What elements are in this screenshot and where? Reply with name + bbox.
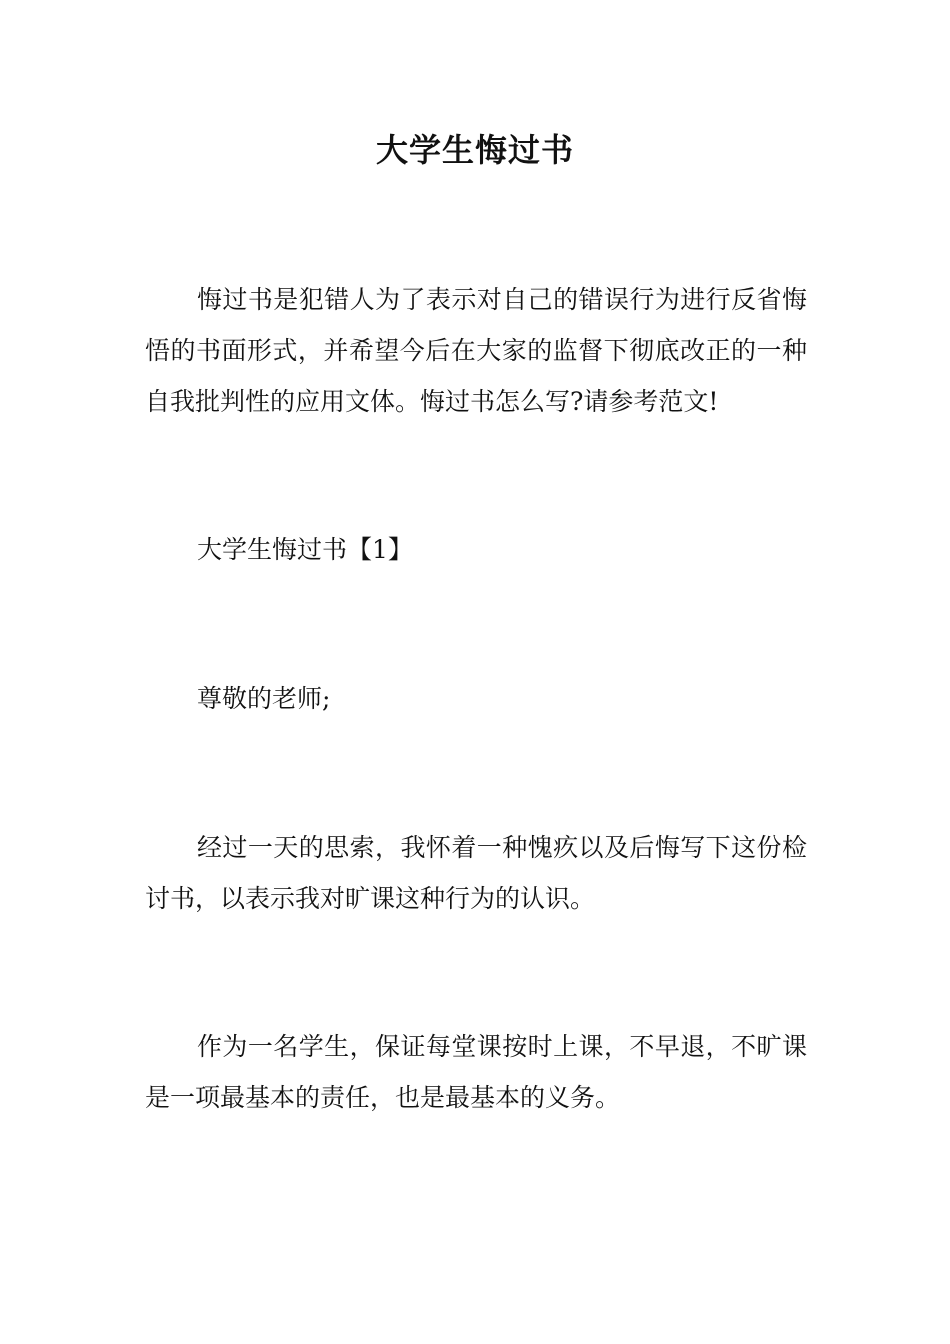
section-heading: 大学生悔过书【1】	[197, 535, 413, 564]
intro-paragraph: 悔过书是犯错人为了表示对自己的错误行为进行反省悔悟的书面形式，并希望今后在大家的监督下彻底改正的一种自我批判性的应用文体。悔过书怎么写?请参考范文!	[145, 285, 807, 416]
document-title: 大学生悔过书	[375, 131, 574, 169]
body-paragraph-1: 经过一天的思索，我怀着一种愧疚以及后悔写下这份检讨书，以表示我对旷课这种行为的认识。	[145, 833, 807, 913]
body-paragraph-2: 作为一名学生，保证每堂课按时上课，不早退，不旷课是一项最基本的责任，也是最基本的义务。	[145, 1032, 807, 1112]
salutation: 尊敬的老师;	[197, 684, 331, 713]
